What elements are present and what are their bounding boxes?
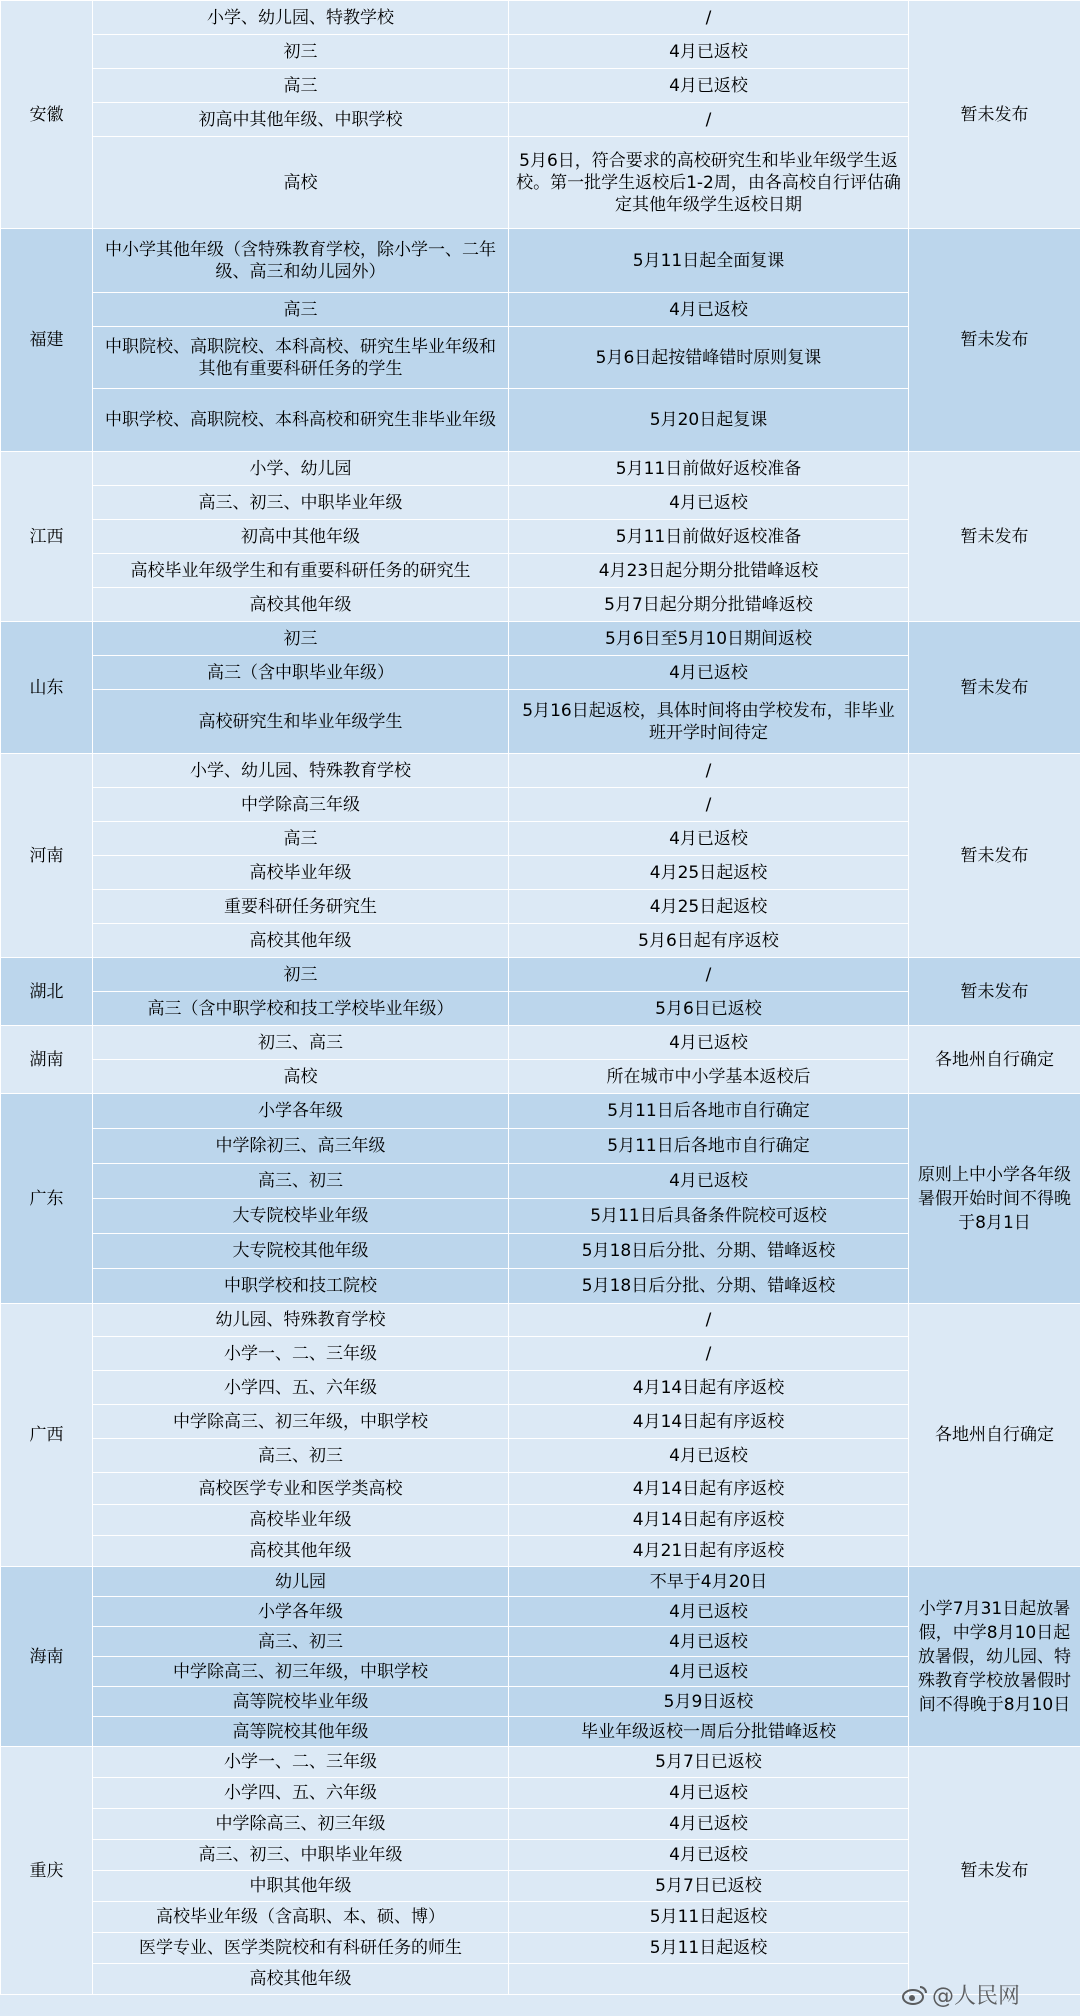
return-date-cell: 5月6日已返校	[509, 992, 909, 1026]
grade-cell: 小学各年级	[93, 1597, 509, 1627]
return-date-cell: 不早于4月20日	[509, 1567, 909, 1597]
grade-cell: 高校毕业年级	[93, 1505, 509, 1536]
weibo-icon	[902, 1985, 928, 2005]
grade-cell: 中职院校、高职院校、本科高校、研究生毕业年级和其他有重要科研任务的学生	[93, 327, 509, 389]
grade-cell: 高三、初三、中职毕业年级	[93, 486, 509, 520]
grade-cell: 高等院校其他年级	[93, 1717, 509, 1747]
province-cell: 重庆	[1, 1747, 93, 1995]
grade-cell: 小学四、五、六年级	[93, 1778, 509, 1809]
summer-vacation-cell: 暂未发布	[909, 958, 1080, 1026]
grade-cell: 初三	[93, 958, 509, 992]
return-date-cell: 5月11日起返校	[509, 1933, 909, 1964]
return-date-cell: 4月14日起有序返校	[509, 1473, 909, 1505]
return-date-cell: /	[509, 103, 909, 137]
return-date-cell: 5月11日后各地市自行确定	[509, 1129, 909, 1164]
return-date-cell: 4月已返校	[509, 293, 909, 327]
grade-cell: 中学除高三年级	[93, 788, 509, 822]
return-date-cell: 4月已返校	[509, 1164, 909, 1199]
grade-cell: 高等院校毕业年级	[93, 1687, 509, 1717]
province-cell: 湖南	[1, 1026, 93, 1094]
table-row	[1, 958, 1080, 992]
grade-cell: 高三	[93, 293, 509, 327]
grade-cell: 初三	[93, 622, 509, 656]
grade-cell: 高校研究生和毕业年级学生	[93, 690, 509, 754]
grade-cell: 中学除初三、高三年级	[93, 1129, 509, 1164]
grade-cell: 中职学校和技工院校	[93, 1269, 509, 1304]
grade-cell: 医学专业、医学类院校和有科研任务的师生	[93, 1933, 509, 1964]
watermark-text: @人民网	[931, 1984, 1020, 2009]
return-date-cell: 4月已返校	[509, 35, 909, 69]
grade-cell: 幼儿园	[93, 1567, 509, 1597]
grade-cell: 高三、初三、中职毕业年级	[93, 1840, 509, 1871]
province-cell: 山东	[1, 622, 93, 754]
return-date-cell: 4月已返校	[509, 1840, 909, 1871]
return-date-cell: 5月7日已返校	[509, 1871, 909, 1902]
return-date-cell: 4月14日起有序返校	[509, 1405, 909, 1439]
grade-cell: 初高中其他年级	[93, 520, 509, 554]
summer-vacation-cell: 暂未发布	[909, 622, 1080, 754]
summer-vacation-cell: 暂未发布	[909, 452, 1080, 622]
summer-vacation-cell: 各地州自行确定	[909, 1304, 1080, 1567]
grade-cell: 中职其他年级	[93, 1871, 509, 1902]
grade-cell: 高校其他年级	[93, 1964, 509, 1995]
province-cell: 广东	[1, 1094, 93, 1304]
return-date-cell: 4月已返校	[509, 1809, 909, 1840]
grade-cell: 小学、幼儿园、特教学校	[93, 1, 509, 35]
grade-cell: 高三、初三	[93, 1164, 509, 1199]
grade-cell: 高三、初三	[93, 1439, 509, 1473]
grade-cell: 高三	[93, 822, 509, 856]
province-cell: 江西	[1, 452, 93, 622]
grade-cell: 高校毕业年级	[93, 856, 509, 890]
grade-cell: 高校医学专业和医学类高校	[93, 1473, 509, 1505]
table-row	[1, 622, 1080, 656]
grade-cell: 高三	[93, 69, 509, 103]
grade-cell: 高校毕业年级学生和有重要科研任务的研究生	[93, 554, 509, 588]
return-date-cell: 毕业年级返校一周后分批错峰返校	[509, 1717, 909, 1747]
return-date-cell: 5月9日返校	[509, 1687, 909, 1717]
return-date-cell: /	[509, 1337, 909, 1371]
return-date-cell: 5月20日起复课	[509, 389, 909, 452]
return-date-cell: 4月已返校	[509, 656, 909, 690]
grade-cell: 高校其他年级	[93, 588, 509, 622]
return-date-cell: 4月已返校	[509, 1657, 909, 1687]
grade-cell: 大专院校毕业年级	[93, 1199, 509, 1234]
return-date-cell: 5月7日已返校	[509, 1747, 909, 1778]
grade-cell: 重要科研任务研究生	[93, 890, 509, 924]
grade-cell: 中学除高三、初三年级，中职学校	[93, 1657, 509, 1687]
table-row	[1, 452, 1080, 486]
return-date-cell: 5月11日前做好返校准备	[509, 520, 909, 554]
summer-vacation-cell: 暂未发布	[909, 1747, 1080, 1995]
table-row	[1, 1026, 1080, 1060]
grade-cell: 中职学校、高职院校、本科高校和研究生非毕业年级	[93, 389, 509, 452]
table-row	[1, 1094, 1080, 1129]
table-row	[1, 1747, 1080, 1778]
grade-cell: 幼儿园、特殊教育学校	[93, 1304, 509, 1337]
return-date-cell: /	[509, 1304, 909, 1337]
grade-cell: 高三（含中职学校和技工学校毕业年级）	[93, 992, 509, 1026]
grade-cell: 中学除高三、初三年级	[93, 1809, 509, 1840]
return-date-cell: /	[509, 788, 909, 822]
return-date-cell: 4月已返校	[509, 1778, 909, 1809]
return-date-cell: 4月已返校	[509, 1439, 909, 1473]
table-row	[1, 1304, 1080, 1337]
return-date-cell: 4月25日起返校	[509, 856, 909, 890]
summer-vacation-cell: 暂未发布	[909, 1, 1080, 229]
province-cell: 河南	[1, 754, 93, 958]
grade-cell: 初三、高三	[93, 1026, 509, 1060]
province-cell: 福建	[1, 229, 93, 452]
grade-cell: 中小学其他年级（含特殊教育学校，除小学一、二年级、高三和幼儿园外）	[93, 229, 509, 293]
province-cell: 海南	[1, 1567, 93, 1747]
summer-vacation-cell: 小学7月31日起放暑假，中学8月10日起放暑假，幼儿园、特殊教育学校放暑假时间不得晚于8月10日	[909, 1567, 1080, 1747]
grade-cell: 小学四、五、六年级	[93, 1371, 509, 1405]
return-date-cell: /	[509, 958, 909, 992]
return-date-cell: 5月11日后具备条件院校可返校	[509, 1199, 909, 1234]
return-date-cell: 5月16日起返校，具体时间将由学校发布，非毕业班开学时间待定	[509, 690, 909, 754]
table-row	[1, 229, 1080, 293]
grade-cell: 小学各年级	[93, 1094, 509, 1129]
grade-cell: 小学一、二、三年级	[93, 1747, 509, 1778]
return-date-cell: 4月25日起返校	[509, 890, 909, 924]
table-row	[1, 1, 1080, 35]
return-date-cell: 5月6日，符合要求的高校研究生和毕业年级学生返校。第一批学生返校后1-2周，由各高校自行评估确定其他年级学生返校日期	[509, 137, 909, 229]
return-date-cell: 4月已返校	[509, 1627, 909, 1657]
return-date-cell: 4月23日起分期分批错峰返校	[509, 554, 909, 588]
grade-cell: 高校其他年级	[93, 1536, 509, 1567]
grade-cell: 高校	[93, 1060, 509, 1094]
table-row	[1, 754, 1080, 788]
summer-vacation-cell: 各地州自行确定	[909, 1026, 1080, 1094]
grade-cell: 初高中其他年级、中职学校	[93, 103, 509, 137]
return-date-cell: 所在城市中小学基本返校后	[509, 1060, 909, 1094]
grade-cell: 高校其他年级	[93, 924, 509, 958]
return-date-cell: 4月14日起有序返校	[509, 1505, 909, 1536]
return-date-cell: 5月6日起按错峰错时原则复课	[509, 327, 909, 389]
province-cell: 湖北	[1, 958, 93, 1026]
province-cell: 广西	[1, 1304, 93, 1567]
return-date-cell: 4月21日起有序返校	[509, 1536, 909, 1567]
summer-vacation-cell: 暂未发布	[909, 754, 1080, 958]
return-date-cell: /	[509, 754, 909, 788]
return-date-cell: 5月18日后分批、分期、错峰返校	[509, 1234, 909, 1269]
return-date-cell: 5月11日后各地市自行确定	[509, 1094, 909, 1129]
grade-cell: 高校毕业年级（含高职、本、硕、博）	[93, 1902, 509, 1933]
return-date-cell: /	[509, 1, 909, 35]
grade-cell: 高校	[93, 137, 509, 229]
return-date-cell: 5月6日至5月10日期间返校	[509, 622, 909, 656]
grade-cell: 小学、幼儿园	[93, 452, 509, 486]
watermark	[902, 1979, 1020, 2010]
return-date-cell: 5月11日前做好返校准备	[509, 452, 909, 486]
return-date-cell: 5月11日起全面复课	[509, 229, 909, 293]
summer-vacation-cell: 暂未发布	[909, 229, 1080, 452]
return-date-cell: 4月已返校	[509, 822, 909, 856]
return-date-cell: 5月6日起有序返校	[509, 924, 909, 958]
grade-cell: 小学、幼儿园、特殊教育学校	[93, 754, 509, 788]
grade-cell: 高三、初三	[93, 1627, 509, 1657]
grade-cell: 中学除高三、初三年级，中职学校	[93, 1405, 509, 1439]
summer-vacation-cell: 原则上中小学各年级暑假开始时间不得晚于8月1日	[909, 1094, 1080, 1304]
return-date-cell: 5月11日起返校	[509, 1902, 909, 1933]
grade-cell: 高三（含中职毕业年级）	[93, 656, 509, 690]
grade-cell: 小学一、二、三年级	[93, 1337, 509, 1371]
return-date-cell: 4月已返校	[509, 1597, 909, 1627]
return-date-cell	[509, 1964, 909, 1995]
return-date-cell: 4月已返校	[509, 1026, 909, 1060]
return-date-cell: 5月18日后分批、分期、错峰返校	[509, 1269, 909, 1304]
return-date-cell: 4月已返校	[509, 69, 909, 103]
table-row	[1, 1567, 1080, 1597]
return-date-cell: 5月7日起分期分批错峰返校	[509, 588, 909, 622]
grade-cell: 初三	[93, 35, 509, 69]
return-date-cell: 4月14日起有序返校	[509, 1371, 909, 1405]
return-date-cell: 4月已返校	[509, 486, 909, 520]
province-cell: 安徽	[1, 1, 93, 229]
grade-cell: 大专院校其他年级	[93, 1234, 509, 1269]
